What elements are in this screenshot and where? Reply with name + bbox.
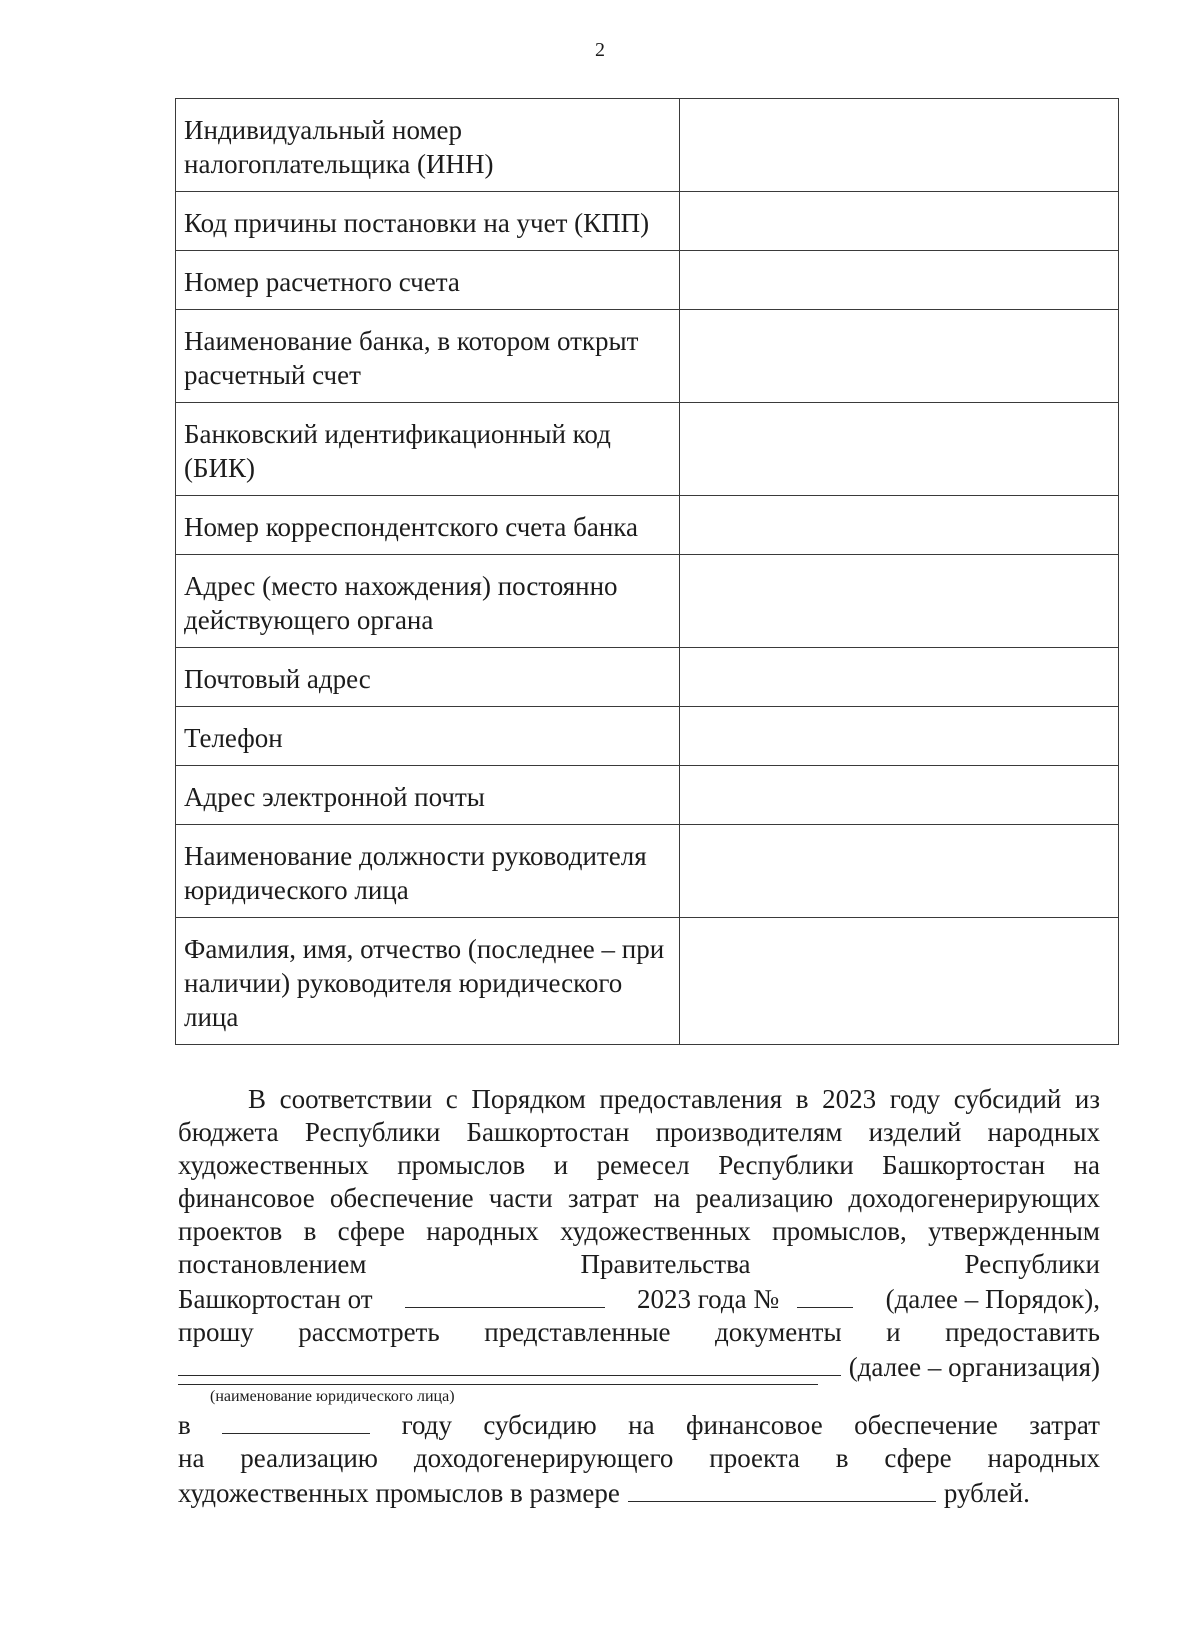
ask-word: рассмотреть bbox=[298, 1317, 440, 1347]
divider bbox=[178, 1384, 818, 1385]
row-value-field[interactable] bbox=[680, 403, 1119, 496]
amount-line bbox=[178, 1475, 1100, 1510]
row-label: Почтовый адрес bbox=[176, 648, 680, 707]
year-word: затрат bbox=[1029, 1410, 1100, 1440]
decree-number-field[interactable] bbox=[797, 1281, 853, 1308]
amount-prefix: художественных промыслов в размере bbox=[178, 1478, 620, 1508]
row-value-field[interactable] bbox=[680, 648, 1119, 707]
row-label: Наименование банка, в котором открыт расчетный счет bbox=[176, 310, 680, 403]
row-value-field[interactable] bbox=[680, 555, 1119, 648]
row-label: Номер корреспондентского счета банка bbox=[176, 496, 680, 555]
decree-date-field[interactable] bbox=[405, 1281, 605, 1308]
row-value-field[interactable] bbox=[680, 766, 1119, 825]
row-label: Код причины постановки на учет (КПП) bbox=[176, 192, 680, 251]
row-label: Телефон bbox=[176, 707, 680, 766]
row-label: Фамилия, имя, отчество (последнее – при наличии) руководителя юридического лица bbox=[176, 918, 680, 1045]
ask-word: и bbox=[886, 1317, 901, 1347]
row-value-field[interactable] bbox=[680, 99, 1119, 192]
year-word: году bbox=[401, 1410, 452, 1440]
row-label: Адрес электронной почты bbox=[176, 766, 680, 825]
ask-word: прошу bbox=[178, 1317, 254, 1347]
year-word: финансовое bbox=[685, 1410, 823, 1440]
row-label: Адрес (место нахождения) постоянно действующего органа bbox=[176, 555, 680, 648]
page-number: 2 bbox=[595, 39, 605, 61]
table-row bbox=[176, 648, 1119, 707]
year-word: субсидию bbox=[483, 1410, 597, 1440]
table-row bbox=[176, 918, 1119, 1045]
row-value-field[interactable] bbox=[680, 496, 1119, 555]
row-value-field[interactable] bbox=[680, 192, 1119, 251]
row-label: Наименование должности руководителя юридического лица bbox=[176, 825, 680, 918]
amount-field[interactable] bbox=[628, 1475, 936, 1502]
intro-text: В соответствии с Порядком предоставления в 2023 году субсидий из бюджета Республики Башкортостан производителям изделий народных художественных промыслов и ремесел Республики Башкортостан на финансовое обеспечение части затрат на реализацию доходогенерирующих проектов в сфере народных художественных промыслов, утвержденным постановлением Правительства Республики bbox=[178, 1084, 1100, 1279]
table-row bbox=[176, 310, 1119, 403]
poryadok-note: (далее – Порядок), bbox=[885, 1284, 1100, 1314]
org-hint: (наименование юридического лица) bbox=[210, 1388, 455, 1405]
year-line bbox=[178, 1407, 1100, 1442]
row-value-field[interactable] bbox=[680, 825, 1119, 918]
table-row bbox=[176, 555, 1119, 648]
organization-name-field[interactable] bbox=[178, 1349, 841, 1376]
row-value-field[interactable] bbox=[680, 310, 1119, 403]
table-row bbox=[176, 496, 1119, 555]
row-label: Индивидуальный номер налогоплательщика (ИНН) bbox=[176, 99, 680, 192]
date-line bbox=[178, 1281, 1100, 1316]
row-value-field[interactable] bbox=[680, 251, 1119, 310]
amount-suffix: рублей. bbox=[943, 1478, 1030, 1508]
date-year: 2023 года № bbox=[637, 1284, 780, 1314]
table-row bbox=[176, 403, 1119, 496]
closing-text: на реализацию доходогенерирующего проекта в сфере народных bbox=[178, 1443, 1100, 1473]
table-row bbox=[176, 766, 1119, 825]
year-prefix: в bbox=[178, 1410, 191, 1440]
row-label: Номер расчетного счета bbox=[176, 251, 680, 310]
request-paragraph bbox=[178, 1083, 1100, 1510]
row-value-field[interactable] bbox=[680, 707, 1119, 766]
requisites-table bbox=[175, 98, 1119, 1045]
year-word: обеспечение bbox=[854, 1410, 998, 1440]
org-suffix: (далее – организация) bbox=[848, 1352, 1100, 1382]
table-row bbox=[176, 825, 1119, 918]
ask-word: представленные bbox=[484, 1317, 671, 1347]
table-row bbox=[176, 707, 1119, 766]
table-row bbox=[176, 192, 1119, 251]
table-row bbox=[176, 99, 1119, 192]
organization-line bbox=[178, 1349, 1100, 1384]
ask-word: предоставить bbox=[945, 1317, 1100, 1347]
table-row bbox=[176, 251, 1119, 310]
request-line bbox=[178, 1316, 1100, 1349]
ask-word: документы bbox=[715, 1317, 842, 1347]
year-word: на bbox=[628, 1410, 655, 1440]
date-prefix: Башкортостан от bbox=[178, 1284, 373, 1314]
row-label: Банковский идентификационный код (БИК) bbox=[176, 403, 680, 496]
subsidy-year-field[interactable] bbox=[222, 1407, 370, 1434]
row-value-field[interactable] bbox=[680, 918, 1119, 1045]
